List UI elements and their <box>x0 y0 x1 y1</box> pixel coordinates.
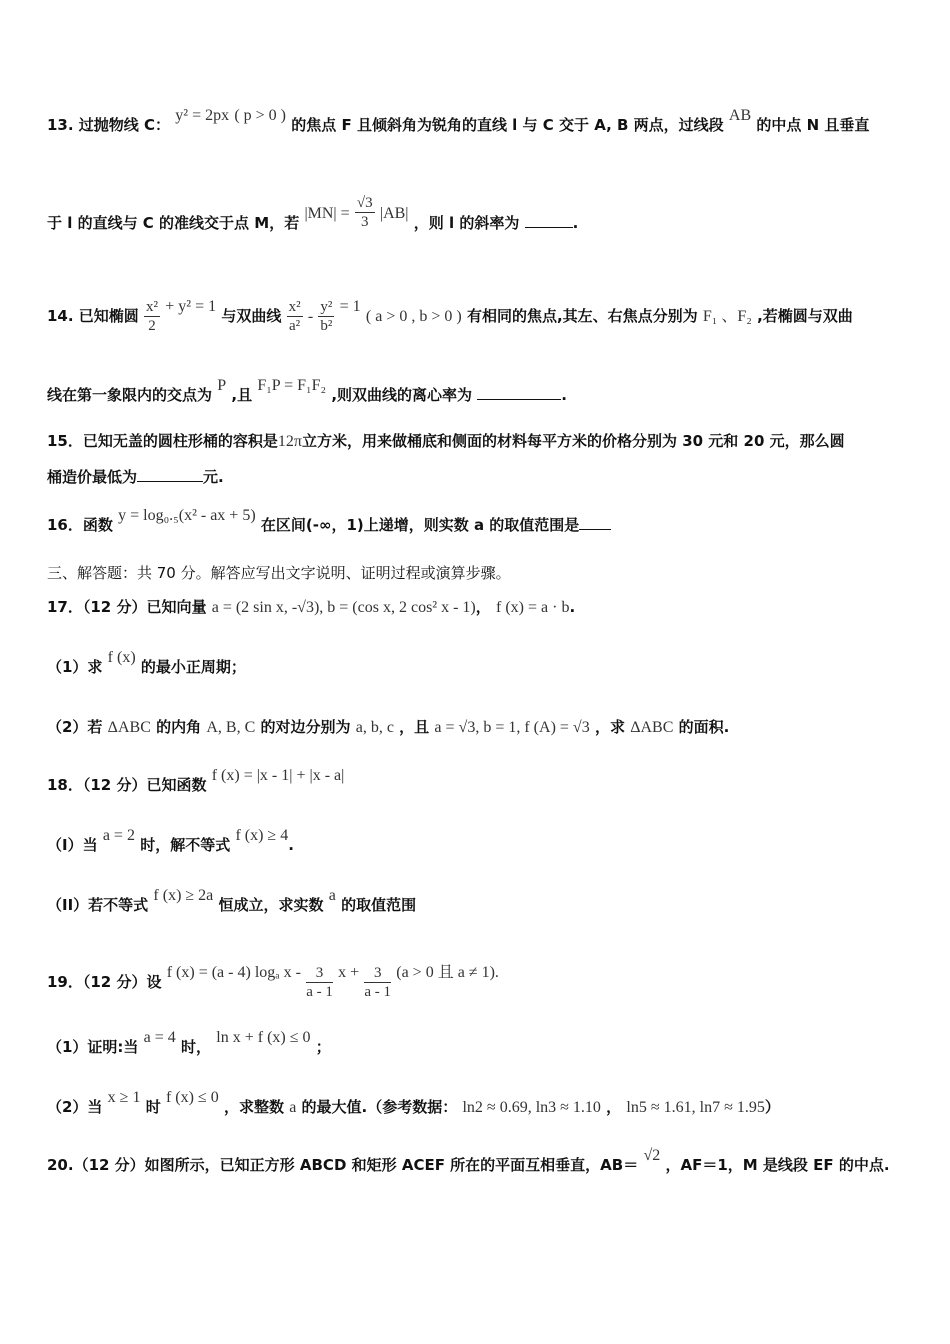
reference-data-2: ln5 ≈ 1.61, ln7 ≈ 1.95 <box>626 1099 765 1116</box>
hyperbola-condition: ( a > 0 , b > 0 ) <box>365 308 462 325</box>
q13-line1: 13. 过抛物线 C： y² = 2px ( p > 0 ) 的焦点 F 且倾斜角为锐角的直线 l 与 C 交于 A, B 两点，过线段 AB 的中点 N 且垂直 <box>47 107 870 134</box>
q19-part2: （2）当 x ≥ 1 时 f (x) ≤ 0 ，求整数 a 的最大值.（参考数据： ln2 ≈ 0.69, ln3 ≈ 1.10 ， ln5 ≈ 1.61, ln7 ≈ 1.95） <box>47 1089 780 1116</box>
q18-part2: （II）若不等式 f (x) ≥ 2a 恒成立，求实数 a 的取值范围 <box>47 887 417 914</box>
sqrt2-value: √2 <box>643 1147 661 1164</box>
q17-line1: 17．（12 分）已知向量 a = (2 sin x, -√3), b = (cos x, 2 cos² x - 1)， f (x) = a · b. <box>47 598 576 616</box>
ab-length: |AB| <box>379 205 409 222</box>
answer-blank <box>525 213 573 228</box>
fraction-3-over-a-minus-1: $\frac{3}{a - 1}$ <box>306 965 333 1000</box>
q14-line2: 线在第一象限内的交点为 P ,且 F₁P = F₁F₂ ,则双曲线的离心率为 . <box>47 377 567 404</box>
q13-line2: 于 l 的直线与 C 的准线交于点 M，若 |MN| = $\frac{√3}{3}$ |AB| ，则 l 的斜率为 . <box>47 195 579 232</box>
foci-labels: F₁ 、F₂ <box>702 308 752 325</box>
q16-line1: 16．函数 y = log₀.₅(x² - ax + 5) 在区间(-∞，1)上递增，则实数 a 的取值范围是 <box>47 514 611 537</box>
section-heading: 三、解答题：共 70 分。解答应写出文字说明、证明过程或演算步骤。 <box>47 564 511 582</box>
answer-blank <box>579 515 611 530</box>
reference-data-1: ln2 ≈ 0.69, ln3 ≈ 1.10 <box>462 1099 601 1116</box>
parabola-condition: ( p > 0 ) <box>234 107 287 124</box>
volume-value: 12π <box>277 433 302 450</box>
vector-definition: a = (2 sin x, -√3), b = (cos x, 2 cos² x - 1) <box>211 599 476 616</box>
ellipse-rest: + y² = 1 <box>165 298 217 315</box>
abs-function: f (x) = |x - 1| + |x - a| <box>211 767 345 784</box>
q20-line1: 20.（12 分）如图所示，已知正方形 ABCD 和矩形 ACEF 所在的平面互相垂直，AB＝ √2 ，AF＝1，M 是线段 EF 的中点. <box>47 1147 890 1174</box>
log-function: y = log₀.₅(x² - ax + 5) <box>118 507 256 524</box>
given-values: a = √3, b = 1, f (A) = √3 <box>434 719 590 736</box>
hyperbola-fraction-y: $\frac{\text{y²}}{\text{b²}}$ <box>320 299 333 334</box>
q19-line1: 19．（12 分）设 f (x) = (a - 4) logₐ x - $\frac{3}{a - 1}$ x + $\frac{3}{a - 1}$ (a > 0 且 a ≠ 1). <box>47 964 499 1000</box>
parabola-equation: y² = 2px <box>175 107 230 124</box>
segment-ab: AB <box>728 107 752 124</box>
ellipse-fraction: $\frac{\text{x²}}{2}$ <box>146 299 159 334</box>
answer-blank <box>477 385 561 400</box>
q14-line1: 14. 已知椭圆 $\frac{\text{x²}}{2}$ + y² = 1 与双曲线 $\frac{\text{x²}}{\text{a²}}$ - $\frac{\text{y²}}{\text{b²}}$ = 1 ( a > 0 , b > 0 ) 有相同的焦点,其左、右焦点分别为 F₁ 、F₂ ,若椭圆与双曲 <box>47 298 853 334</box>
sqrt3-over-3-fraction: $\frac{√3}{3}$ <box>356 195 373 230</box>
focal-equation: F₁P = F₁F₂ <box>257 377 327 394</box>
q15-line1: 15．已知无盖的圆柱形桶的容积是12π立方米，用来做桶底和侧面的材料每平方米的价格分别为 30 元和 20 元，那么圆 <box>47 432 845 450</box>
q18-part1: （I）当 a = 2 时，解不等式 f (x) ≥ 4. <box>47 827 294 854</box>
q15-line2: 桶造价最低为 元. <box>47 468 224 486</box>
q17-part2: （2）若 ΔABC 的内角 A, B, C 的对边分别为 a, b, c ，且 a = √3, b = 1, f (A) = √3 ，求 ΔABC 的面积. <box>47 718 730 736</box>
dot-product: f (x) = a · b <box>496 599 570 616</box>
hyperbola-fraction-x: $\frac{\text{x²}}{\text{a²}}$ <box>288 299 301 334</box>
answer-blank <box>137 467 203 482</box>
q19-part1: （1）证明:当 a = 4 时， ln x + f (x) ≤ 0 ； <box>47 1029 331 1056</box>
mn-expression: |MN| = <box>304 205 350 222</box>
q17-part1: （1）求 f (x) 的最小正周期； <box>47 649 246 676</box>
fraction-3-over-a-minus-1: $\frac{3}{a - 1}$ <box>364 965 392 1000</box>
q18-line1: 18．（12 分）已知函数 f (x) = |x - 1| + |x - a| <box>47 767 345 794</box>
